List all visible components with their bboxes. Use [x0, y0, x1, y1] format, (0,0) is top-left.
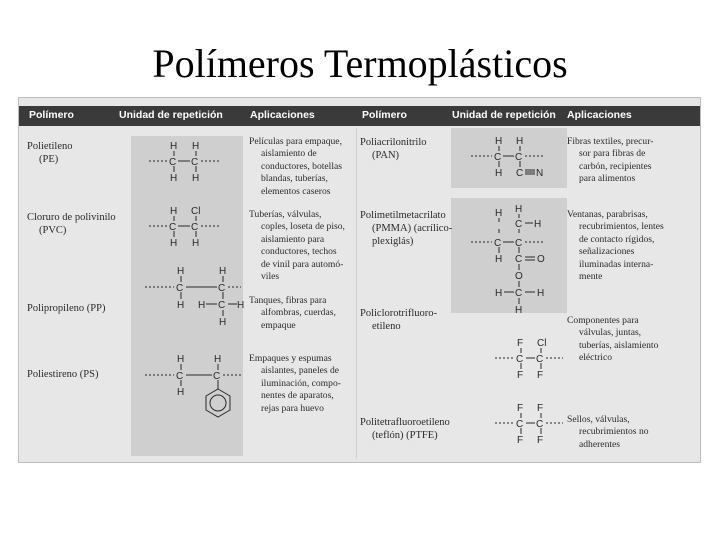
svg-text:H: H — [495, 254, 503, 265]
svg-text:F: F — [537, 435, 544, 446]
structure-pctfe — [495, 338, 563, 381]
svg-text:H: H — [219, 317, 227, 328]
header-unit-left: Unidad de repetición — [119, 109, 223, 121]
header-polymer-left: Polímero — [29, 109, 74, 121]
svg-text:F: F — [537, 403, 544, 414]
svg-text:C: C — [191, 157, 199, 168]
applications-pvc: Tuberías, válvulas, coples, loseta de piso, aislamiento para conductores, techos de vinil para automó- viles — [249, 209, 345, 283]
svg-text:Cl: Cl — [191, 206, 201, 217]
header-unit-right: Unidad de repetición — [452, 109, 556, 121]
svg-text:H: H — [516, 136, 524, 147]
svg-text:H: H — [537, 288, 545, 299]
svg-text:C: C — [536, 354, 544, 365]
structure-pvc — [149, 206, 219, 249]
svg-text:H: H — [534, 219, 542, 230]
polymer-name-pmma: Polimetilmetacrilato (PMMA) (acrílico- plexiglás) — [360, 210, 453, 247]
applications-ptfe: Sellos, válvulas, recubrimientos no adherentes — [567, 414, 649, 450]
polymer-name-pp: Polipropileno (PP) — [27, 303, 106, 314]
svg-text:H: H — [495, 136, 503, 147]
left-structures-svg — [131, 136, 243, 456]
polymer-name-ptfe: Politetrafluoroetileno (teflón) (PTFE) — [360, 417, 450, 441]
applications-pctfe: Componentes para válvulas, juntas, tuberías, aislamiento eléctrico — [567, 315, 659, 364]
svg-text:H: H — [177, 266, 185, 277]
svg-text:F: F — [517, 403, 524, 414]
svg-text:H: H — [192, 238, 200, 249]
polymer-table-figure — [18, 97, 701, 463]
right-structures-svg — [451, 128, 567, 460]
svg-text:H: H — [237, 300, 245, 311]
svg-text:C: C — [515, 219, 523, 230]
header-apps-right: Aplicaciones — [567, 109, 632, 121]
svg-text:C: C — [176, 371, 184, 382]
svg-text:H: H — [177, 354, 185, 365]
svg-text:O: O — [537, 254, 545, 265]
svg-text:N: N — [536, 168, 544, 179]
svg-text:O: O — [515, 271, 523, 282]
polymer-name-pan: Poliacrilonitrilo (PAN) — [360, 137, 427, 161]
svg-text:H: H — [192, 141, 200, 152]
structure-ptfe — [495, 403, 563, 446]
svg-text:H: H — [170, 173, 178, 184]
structure-ps — [145, 354, 241, 417]
applications-pmma: Ventanas, parabrisas, recubrimientos, lentes de contacto rígidos, señalizaciones iluminadas interna- mente — [567, 209, 664, 283]
svg-text:C: C — [516, 419, 524, 430]
svg-text:C: C — [494, 238, 502, 249]
applications-pp: Tanques, fibras para alfombras, cuerdas, empaque — [249, 295, 336, 331]
svg-text:H: H — [177, 387, 185, 398]
svg-text:H: H — [177, 300, 185, 311]
polymer-name-pe: Polietileno (PE) — [27, 141, 73, 165]
applications-ps: Empaques y espumas aislantes, paneles de iluminación, compo- nentes de aparatos, rejas para huevo — [249, 353, 341, 414]
polymer-name-pctfe: Policlorotrifluoro- etileno — [360, 308, 437, 332]
svg-text:F: F — [517, 435, 524, 446]
svg-text:H: H — [214, 354, 222, 365]
svg-text:C: C — [536, 419, 544, 430]
svg-text:F: F — [517, 338, 524, 349]
svg-text:C: C — [516, 354, 524, 365]
svg-text:F: F — [517, 370, 524, 381]
svg-text:C: C — [169, 157, 177, 168]
svg-text:C: C — [218, 300, 226, 311]
svg-text:C: C — [169, 222, 177, 233]
structure-pan — [471, 136, 545, 179]
svg-text:C: C — [494, 152, 502, 163]
svg-text:F: F — [537, 370, 544, 381]
svg-text:C: C — [515, 152, 523, 163]
header-apps-left: Aplicaciones — [250, 109, 315, 121]
svg-text:C: C — [516, 168, 524, 179]
table-header — [19, 106, 700, 126]
svg-text:C: C — [515, 238, 523, 249]
slide-title: Polímeros Termoplásticos — [152, 41, 568, 86]
applications-pe: Películas para empaque, aislamiento de conductores, botellas blandas, tuberías, elementos caseros — [249, 136, 342, 197]
svg-text:H: H — [198, 300, 206, 311]
header-polymer-right: Polímero — [362, 109, 407, 121]
svg-text:H: H — [219, 266, 227, 277]
polymer-name-pvc: Cloruro de polivinilo (PVC) — [27, 212, 116, 236]
svg-text:C: C — [218, 283, 226, 294]
svg-text:C: C — [191, 222, 199, 233]
svg-text:C: C — [176, 283, 184, 294]
structure-pp — [145, 266, 244, 328]
structure-pmma — [471, 204, 545, 316]
svg-text:H: H — [515, 204, 523, 215]
svg-text:H: H — [495, 288, 503, 299]
svg-text:C: C — [515, 288, 523, 299]
polymer-name-ps: Poliestireno (PS) — [27, 369, 99, 380]
structure-pe — [149, 141, 219, 184]
svg-text:H: H — [170, 206, 178, 217]
svg-text:Cl: Cl — [537, 338, 547, 349]
svg-text:H: H — [170, 238, 178, 249]
svg-text:H: H — [495, 168, 503, 179]
svg-text:C: C — [515, 254, 523, 265]
svg-text:C: C — [213, 371, 221, 382]
svg-text:H: H — [515, 305, 523, 316]
svg-text:H: H — [495, 208, 503, 219]
svg-text:H: H — [170, 141, 178, 152]
column-divider — [356, 128, 357, 458]
applications-pan: Fibras textiles, precur- sor para fibras de carbón, recipientes para alimentos — [567, 136, 654, 185]
svg-text:H: H — [192, 173, 200, 184]
